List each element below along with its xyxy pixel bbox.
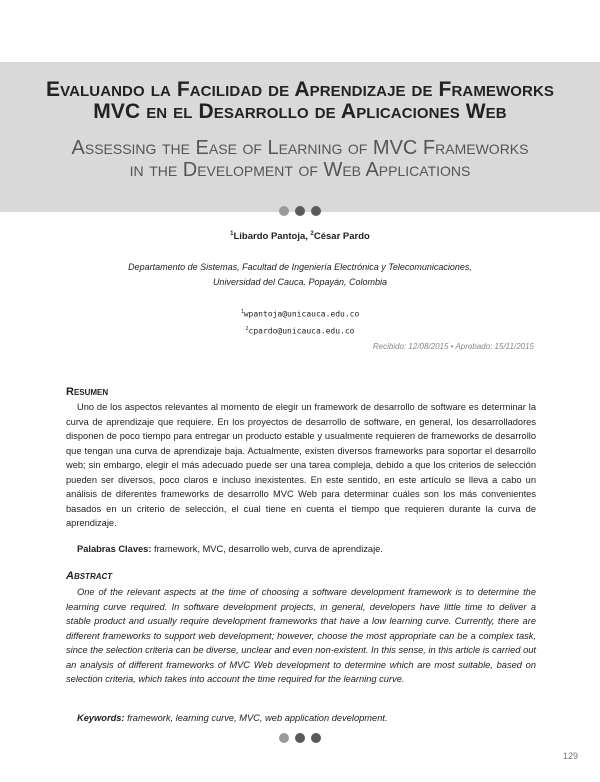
affiliation-line-1: Departamento de Sistemas, Facultad de Ingeniería Electrónica y Telecomunicaciones, bbox=[128, 262, 472, 272]
affiliation-line-2: Universidad del Cauca. Popayán, Colombia bbox=[212, 277, 388, 287]
english-title-line-2: in the Development of Web Applications bbox=[129, 159, 471, 181]
spanish-title bbox=[0, 79, 600, 123]
separator-dot-icon bbox=[311, 206, 321, 216]
palabras-claves-label: Palabras Claves: bbox=[77, 544, 152, 554]
keywords bbox=[77, 713, 388, 723]
author-2-number: 2 bbox=[310, 231, 314, 237]
resumen-heading: Resumen bbox=[66, 386, 109, 398]
keywords-label: Keywords: bbox=[77, 713, 125, 723]
english-title bbox=[0, 137, 600, 181]
email-list bbox=[0, 305, 600, 338]
email-1 bbox=[0, 305, 600, 322]
author-list bbox=[0, 231, 600, 242]
separator-dot-icon bbox=[279, 206, 289, 216]
email-2-address: cpardo@unicauca.edu.co bbox=[248, 326, 355, 336]
keywords-values: framework, learning curve, MVC, web application development. bbox=[124, 713, 388, 723]
received-approved-dates: Recibido: 12/08/2015 • Aprobado: 15/11/2015 bbox=[372, 342, 534, 351]
separator-dot-icon bbox=[295, 733, 305, 743]
separator-dot-icon bbox=[295, 206, 305, 216]
resumen-text: Uno de los aspectos relevantes al momento de elegir un framework de desarrollo de software es determinar la curva de aprendizaje que requiere. En los proyectos de desarrollo de software, en general, los desarrolladores disponen de poco tiempo para entregar un producto estable y usualmente requieren de frameworks de desarrollo que tengan una curva de aprendizaje baja. Actualmente, existen diversos frameworks para soportar el desarrollo web; sin embargo, elegir el más adecuado puede ser una tarea compleja, debido a que los criterios de selección pueden ser diversos, poco claros e incluso inexistentes. En este sentido, en este artículo se lleva a cabo un análisis de diferentes frameworks de desarrollo MVC Web para determinar cuáles son los más convenientes basados en un criterio de selección, el cual tiene en cuenta el tiempo que requieren durante la curva de aprendizaje. bbox=[66, 402, 536, 528]
separator-dot-icon bbox=[279, 733, 289, 743]
spanish-title-line-2: MVC en el Desarrollo de Aplicaciones Web bbox=[93, 100, 507, 123]
affiliation bbox=[120, 260, 480, 290]
email-1-number: 1 bbox=[240, 309, 244, 315]
palabras-claves-values: framework, MVC, desarrollo web, curva de aprendizaje. bbox=[151, 544, 383, 554]
spanish-title-line-1: Evaluando la Facilidad de Aprendizaje de Frameworks bbox=[45, 78, 555, 101]
english-title-line-1: Assessing the Ease of Learning of MVC Frameworks bbox=[71, 137, 529, 159]
email-2 bbox=[0, 322, 600, 339]
abstract-heading: Abstract bbox=[66, 570, 113, 582]
page-number: 129 bbox=[562, 751, 578, 761]
author-2-name: César Pardo bbox=[313, 231, 370, 243]
separator-dots-bottom bbox=[0, 733, 600, 743]
separator-dot-icon bbox=[311, 733, 321, 743]
palabras-claves bbox=[77, 544, 383, 554]
email-1-address: wpantoja@unicauca.edu.co bbox=[243, 309, 360, 319]
email-2-number: 2 bbox=[245, 325, 249, 332]
abstract-text: One of the relevant aspects at the time of choosing a software development framework is to determine the learning curve required. In software development projects, in general, developers have little time to deliver a stable product and usually require development frameworks that have a low learning curve. Currently, there are different frameworks to support web development; however, choose the most appropriate can be a complex task, since the selection criteria can be diverse, unclear and even non-existent. In this sense, in this article is carried out an analysis of different frameworks of MVC Web development to determine which are most suitable, based on selection criteria, which takes into account the time required for the learning curve. bbox=[66, 587, 536, 684]
separator-dots-top bbox=[0, 206, 600, 216]
author-1-name: Libardo Pantoja, bbox=[233, 231, 311, 243]
author-1-number: 1 bbox=[230, 231, 234, 237]
